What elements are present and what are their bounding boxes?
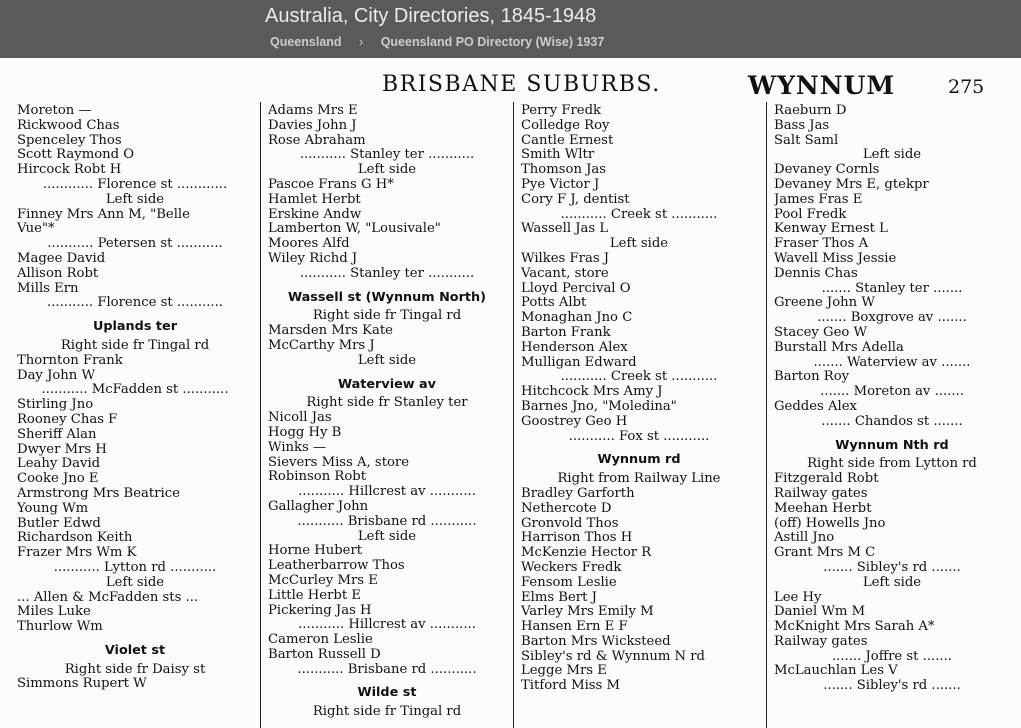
directory-entry: Potts Albt bbox=[521, 296, 587, 311]
directory-entry: Thurlow Wm bbox=[17, 620, 103, 635]
directory-entry: Colledge Roy bbox=[521, 118, 610, 133]
cross-street-line: ....... Sibley's rd ....... bbox=[823, 560, 961, 575]
directory-entry: Kenway Ernest L bbox=[774, 222, 888, 237]
directory-entry: Adams Mrs E bbox=[268, 104, 358, 118]
directory-entry: Barton Roy bbox=[774, 370, 850, 385]
directory-entry: ... Allen & McFadden sts ... bbox=[17, 590, 199, 605]
page-section-title: BRISBANE SUBURBS. bbox=[382, 72, 661, 97]
cross-street-line: ........... Creek st ........... bbox=[560, 207, 718, 222]
directory-entry: McKenzie Hector R bbox=[521, 546, 652, 561]
side-label: Right side fr Daisy st bbox=[64, 662, 206, 677]
directory-entry: Raeburn D bbox=[774, 104, 847, 118]
directory-entry: Leatherbarrow Thos bbox=[268, 559, 405, 574]
cross-street-line: ........... Hillcrest av ........... bbox=[298, 618, 476, 633]
directory-entry: (off) Howells Jno bbox=[774, 516, 886, 531]
side-label: Left side bbox=[105, 192, 165, 207]
side-label: Right side fr Tingal rd bbox=[60, 338, 210, 353]
directory-entry: Varley Mrs Emily M bbox=[521, 605, 654, 620]
directory-entry: Burstall Mrs Adella bbox=[774, 340, 904, 355]
side-label: Left side bbox=[105, 575, 165, 590]
directory-entry: Wavell Miss Jessie bbox=[774, 251, 897, 266]
cross-street-line: ........... Brisbane rd ........... bbox=[297, 514, 477, 529]
cross-street-line: ....... Chandos st ....... bbox=[821, 414, 963, 429]
directory-entry: Lee Hy bbox=[774, 590, 822, 605]
chevron-right-icon: › bbox=[359, 35, 364, 49]
directory-entry: Harrison Thos H bbox=[521, 531, 633, 546]
directory-entry: Richardson Keith bbox=[17, 531, 133, 546]
column-divider bbox=[766, 102, 767, 728]
directory-entry: Allison Robt bbox=[17, 266, 99, 281]
directory-entry: Leahy David bbox=[17, 457, 101, 472]
cross-street-line: ....... Boxgrove av ....... bbox=[817, 311, 967, 326]
street-heading: Violet st bbox=[104, 643, 166, 658]
directory-entry: Erskine Andw bbox=[268, 207, 362, 222]
street-heading: Uplands ter bbox=[92, 320, 178, 335]
directory-entry: Magee David bbox=[17, 251, 106, 266]
directory-entry: Thornton Frank bbox=[17, 353, 123, 368]
directory-column-3 bbox=[521, 104, 757, 694]
directory-entry: Railway gates bbox=[774, 486, 868, 501]
directory-entry: Devaney Mrs E, gtekpr bbox=[774, 177, 929, 192]
directory-entry: Mills Ern bbox=[17, 281, 79, 296]
directory-entry: Weckers Fredk bbox=[521, 560, 622, 575]
directory-entry: Young Wm bbox=[17, 501, 89, 516]
breadcrumb-item-state[interactable]: Queensland bbox=[270, 35, 342, 49]
directory-entry: Cory F J, dentist bbox=[521, 192, 630, 207]
directory-entry: Gronvold Thos bbox=[521, 516, 619, 531]
directory-entry: Wilkes Fras J bbox=[521, 251, 610, 266]
directory-entry: Rose Abraham bbox=[268, 133, 366, 148]
directory-entry: Devaney Cornls bbox=[774, 163, 880, 178]
directory-entry: Dennis Chas bbox=[774, 266, 858, 281]
directory-entry: Railway gates bbox=[774, 634, 868, 649]
breadcrumb-item-directory[interactable]: Queensland PO Directory (Wise) 1937 bbox=[380, 35, 605, 49]
directory-entry: Thomson Jas bbox=[521, 163, 607, 178]
directory-entry: Grant Mrs M C bbox=[774, 546, 876, 561]
side-label: Left side bbox=[357, 529, 417, 544]
directory-entry: Butler Edwd bbox=[17, 516, 101, 531]
directory-entry: Dwyer Mrs H bbox=[17, 442, 107, 457]
side-label: Left side bbox=[862, 575, 922, 590]
directory-entry: Winks — bbox=[268, 440, 327, 455]
directory-entry: Barton Russell D bbox=[268, 647, 381, 662]
page-number: 275 bbox=[948, 76, 985, 98]
directory-entry: Spenceley Thos bbox=[17, 133, 122, 148]
street-heading: Wynnum rd bbox=[597, 453, 681, 468]
directory-entry: Henderson Alex bbox=[521, 340, 628, 355]
directory-entry: Wiley Richd J bbox=[268, 251, 358, 266]
cross-street-line: ........... Petersen st ........... bbox=[47, 237, 223, 252]
directory-entry: Pool Fredk bbox=[774, 207, 847, 222]
directory-entry: Davies John J bbox=[268, 118, 357, 133]
cross-street-line: ....... Waterview av ....... bbox=[813, 355, 971, 370]
side-label: Right side fr Tingal rd bbox=[312, 309, 462, 324]
directory-entry: Fitzgerald Robt bbox=[774, 472, 879, 487]
directory-entry: Lamberton W, "Lousivale" bbox=[268, 222, 441, 237]
side-label: Left side bbox=[357, 353, 417, 368]
cross-street-line: ........... Stanley ter ........... bbox=[299, 266, 475, 281]
scanned-document-page[interactable] bbox=[0, 58, 1021, 728]
directory-entry: Vue"* bbox=[17, 222, 55, 237]
side-label: Right side fr Tingal rd bbox=[312, 705, 462, 720]
column-divider bbox=[513, 102, 514, 728]
directory-column-2 bbox=[268, 104, 506, 720]
directory-entry: Moreton — bbox=[17, 104, 92, 118]
directory-entry: Barton Mrs Wicksteed bbox=[521, 634, 671, 649]
collection-title: Australia, City Directories, 1845-1948 bbox=[265, 5, 597, 27]
side-label: Right side from Lytton rd bbox=[807, 457, 977, 472]
directory-entry: Fensom Leslie bbox=[521, 575, 617, 590]
directory-entry: Salt Saml bbox=[774, 133, 839, 148]
cross-street-line: ........... Florence st ........... bbox=[47, 296, 223, 311]
cross-street-line: ........... Brisbane rd ........... bbox=[297, 662, 477, 677]
directory-entry: Hamlet Herbt bbox=[268, 192, 361, 207]
directory-entry: Smith Wltr bbox=[521, 148, 595, 163]
directory-entry: Legge Mrs E bbox=[521, 664, 607, 679]
directory-entry: Barton Frank bbox=[521, 325, 611, 340]
cross-street-line: ........... Hillcrest av ........... bbox=[298, 485, 476, 500]
street-heading: Waterview av bbox=[337, 377, 437, 392]
directory-entry: Nicoll Jas bbox=[268, 411, 332, 426]
directory-entry: Mulligan Edward bbox=[521, 355, 637, 370]
directory-entry: Meehan Herbt bbox=[774, 501, 872, 516]
directory-entry: Horne Hubert bbox=[268, 544, 363, 559]
directory-column-4 bbox=[774, 104, 1010, 694]
directory-entry: Robinson Robt bbox=[268, 470, 367, 485]
directory-entry: Cooke Jno E bbox=[17, 472, 99, 487]
directory-entry: McCarthy Mrs J bbox=[268, 338, 375, 353]
cross-street-line: ........... Fox st ........... bbox=[568, 429, 710, 444]
directory-entry: Armstrong Mrs Beatrice bbox=[17, 486, 180, 501]
directory-entry: Sievers Miss A, store bbox=[268, 455, 410, 470]
directory-entry: Pye Victor J bbox=[521, 177, 600, 192]
cross-street-line: ........... Stanley ter ........... bbox=[299, 148, 475, 163]
cross-street-line: ............ Florence st ............ bbox=[42, 177, 228, 192]
cross-street-line: ........... Lytton rd ........... bbox=[53, 560, 217, 575]
directory-entry: Nethercote D bbox=[521, 501, 612, 516]
page-suburb-title: WYNNUM bbox=[748, 71, 896, 100]
directory-entry: McKnight Mrs Sarah A* bbox=[774, 620, 935, 635]
directory-entry: James Fras E bbox=[774, 192, 863, 207]
directory-entry: Elms Bert J bbox=[521, 590, 597, 605]
directory-entry: Hitchcock Mrs Amy J bbox=[521, 385, 663, 400]
street-heading: Wynnum Nth rd bbox=[835, 438, 949, 453]
directory-entry: Finney Mrs Ann M, "Belle bbox=[17, 207, 190, 222]
directory-column-1 bbox=[17, 104, 253, 692]
side-label: Left side bbox=[357, 163, 417, 178]
street-heading: Wilde st bbox=[357, 686, 417, 701]
directory-entry: Day John W bbox=[17, 368, 96, 383]
directory-entry: Marsden Mrs Kate bbox=[268, 324, 393, 339]
directory-entry: Scott Raymond O bbox=[17, 148, 135, 163]
directory-entry: Monaghan Jno C bbox=[521, 311, 633, 326]
directory-entry: Hansen Ern E F bbox=[521, 620, 628, 635]
directory-entry: Bradley Garforth bbox=[521, 486, 635, 501]
directory-entry: Rickwood Chas bbox=[17, 118, 120, 133]
cross-street-line: ........... Creek st ........... bbox=[560, 370, 718, 385]
side-label: Left side bbox=[609, 237, 669, 252]
directory-entry: Astill Jno bbox=[774, 531, 835, 546]
directory-entry: Stirling Jno bbox=[17, 398, 94, 413]
breadcrumb bbox=[270, 35, 604, 49]
directory-entry: Vacant, store bbox=[521, 266, 609, 281]
directory-entry: Pickering Jas H bbox=[268, 603, 372, 618]
directory-entry: Fraser Thos A bbox=[774, 237, 869, 252]
directory-entry: Sheriff Alan bbox=[17, 427, 97, 442]
directory-entry: Perry Fredk bbox=[521, 104, 602, 118]
directory-entry: Geddes Alex bbox=[774, 399, 857, 414]
column-divider bbox=[260, 102, 261, 728]
directory-entry: McLauchlan Les V bbox=[774, 664, 898, 679]
directory-entry: Cantle Ernest bbox=[521, 133, 614, 148]
directory-entry: Bass Jas bbox=[774, 118, 830, 133]
directory-entry: Lloyd Percival O bbox=[521, 281, 631, 296]
cross-street-line: ....... Moreton av ....... bbox=[820, 385, 964, 400]
directory-entry: Barnes Jno, "Moledina" bbox=[521, 399, 677, 414]
directory-entry: Hogg Hy B bbox=[268, 425, 342, 440]
directory-entry: Greene John W bbox=[774, 296, 875, 311]
directory-entry: Sibley's rd & Wynnum N rd bbox=[521, 649, 705, 664]
side-label: Right side fr Stanley ter bbox=[306, 396, 468, 411]
directory-entry: Little Herbt E bbox=[268, 588, 361, 603]
directory-entry: Cameron Leslie bbox=[268, 633, 373, 648]
directory-entry: Miles Luke bbox=[17, 605, 91, 620]
directory-entry: Titford Miss M bbox=[521, 679, 621, 694]
side-label: Left side bbox=[862, 148, 922, 163]
street-heading: Wassell st (Wynnum North) bbox=[288, 290, 486, 305]
directory-entry: Pascoe Frans G H* bbox=[268, 177, 394, 192]
side-label: Right from Railway Line bbox=[557, 472, 721, 487]
cross-street-line: ....... Stanley ter ....... bbox=[821, 281, 963, 296]
viewer-header bbox=[0, 0, 1021, 58]
directory-entry: Rooney Chas F bbox=[17, 412, 118, 427]
directory-entry: Stacey Geo W bbox=[774, 325, 868, 340]
directory-entry: Wassell Jas L bbox=[521, 222, 609, 237]
cross-street-line: ....... Joffre st ....... bbox=[831, 649, 953, 664]
directory-entry: Hircock Robt H bbox=[17, 163, 122, 178]
directory-entry: Frazer Mrs Wm K bbox=[17, 546, 137, 561]
directory-entry: Gallagher John bbox=[268, 499, 369, 514]
directory-entry: Goostrey Geo H bbox=[521, 414, 628, 429]
cross-street-line: ........... McFadden st ........... bbox=[41, 383, 229, 398]
directory-entry: Simmons Rupert W bbox=[17, 677, 147, 692]
cross-street-line: ....... Sibley's rd ....... bbox=[823, 679, 961, 694]
directory-entry: Moores Alfd bbox=[268, 237, 350, 252]
directory-entry: McCurley Mrs E bbox=[268, 573, 378, 588]
directory-entry: Daniel Wm M bbox=[774, 605, 866, 620]
